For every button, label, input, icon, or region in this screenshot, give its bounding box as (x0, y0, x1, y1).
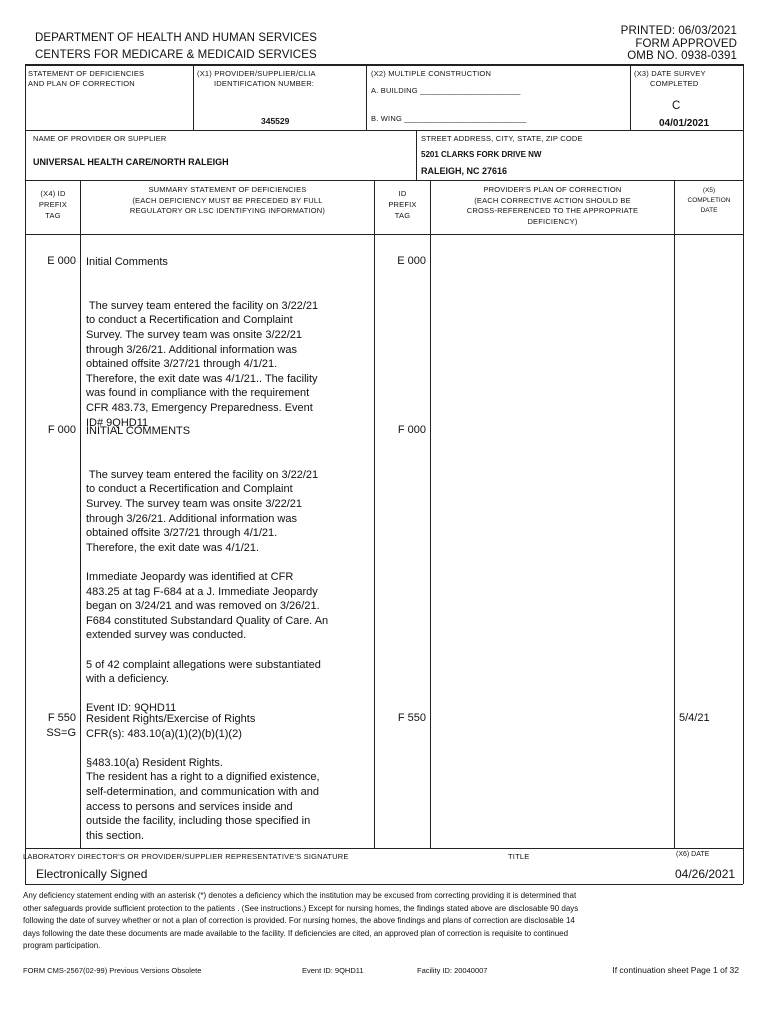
entry-scope-severity: SS=G (46, 727, 76, 739)
x1-divider (193, 64, 194, 130)
printed-date: PRINTED: 06/03/2021 (620, 25, 737, 37)
box-divider-1 (25, 130, 743, 131)
footer-event-id: Event ID: 9QHD11 (302, 966, 364, 975)
id-column-header: ID PREFIX TAG (388, 189, 417, 220)
box-divider-2 (25, 180, 743, 181)
entry-tag-f550: F 550 (47, 712, 76, 724)
disclaimer-text: Any deficiency statement ending with an asterisk (*) denotes a deficiency which the institution may be excused from correcting providing it is determined that other safeguards provide sufficient protection to the patients . (See instructions.) Except for nursing homes, the findings stated above are disclosable 90 days following the date of survey whether or not a plan of correction is provided. For nursing homes, the above findings and plans of correction are disclosable 14 days following the date these documents are made available to the facility. If deficiencies are cited, an approved plan of correction is requisite to continued program participation. (23, 891, 579, 950)
col-summary-divider (374, 180, 375, 848)
form-approved-label: FORM APPROVED (635, 38, 737, 50)
survey-date: 04/01/2021 (659, 118, 710, 129)
x3-label-1: (X3) DATE SURVEY (634, 69, 706, 78)
entry-id-tag-e000: E 000 (397, 255, 426, 267)
entry-text-f550: Resident Rights/Exercise of Rights CFR(s): 483.10(a)(1)(2)(b)(1)(2) §483.10(a) Resident Rights. The resident has a right to a dignified existence, self-determination, and communication with and access to persons and services inside and outside the facility, including those specified in this section. (86, 713, 320, 842)
provider-name: UNIVERSAL HEALTH CARE/NORTH RALEIGH (33, 157, 229, 167)
x4-column-header: (X4) ID PREFIX TAG (38, 189, 68, 220)
entry-completion-date-f550: 5/4/21 (679, 712, 710, 724)
x5-column-header: (X5) COMPLETION DATE (687, 187, 731, 214)
signature-date: 04/26/2021 (675, 867, 736, 881)
provider-id: 345529 (261, 116, 290, 126)
omb-number: OMB NO. 0938-0391 (627, 50, 737, 62)
address-label: STREET ADDRESS, CITY, STATE, ZIP CODE (421, 134, 583, 143)
x1-label-2: IDENTIFICATION NUMBER: (214, 79, 315, 88)
address-divider (416, 130, 417, 180)
signature-date-label: (X6) DATE (676, 851, 710, 858)
box-top-border (25, 64, 743, 66)
city-state-zip: RALEIGH, NC 27616 (421, 166, 508, 176)
entry-text-e000: Initial Comments The survey team entered the facility on 3/22/21 to conduct a Recertification and Complaint Survey. The survey team was onsite 3/22/21 through 3/26/21. Additional information was obtained offsite 3/27/21 through 4/1/21. Therefore, the exit date was 4/1/21.. The facility was found in compliance with the requirement CFR 483.73, Emergency Preparedness. Event ID# 9QHD11 (86, 256, 319, 429)
entry-id-tag-f000: F 000 (397, 424, 426, 436)
col-plan-divider (674, 180, 675, 848)
department-name: DEPARTMENT OF HEALTH AND HUMAN SERVICES (35, 32, 318, 44)
entry-tag-f000: F 000 (47, 424, 76, 436)
signature-bottom-border (25, 884, 743, 885)
entry-tag-e000: E 000 (47, 255, 76, 267)
survey-code: C (672, 100, 681, 112)
x2-divider (366, 64, 367, 130)
footer-facility-id: Facility ID: 20040007 (417, 966, 488, 975)
statement-label-1: STATEMENT OF DEFICIENCIES (28, 69, 145, 78)
provider-name-label: NAME OF PROVIDER OR SUPPLIER (33, 134, 167, 143)
entry-id-tag-f550: F 550 (397, 712, 426, 724)
signature-value: Electronically Signed (36, 867, 148, 881)
statement-label-2: AND PLAN OF CORRECTION (28, 79, 135, 88)
title-label: TITLE (508, 852, 530, 861)
wing-field: B. WING ____________________________ (371, 114, 527, 123)
x3-label-2: COMPLETED (650, 79, 699, 88)
x1-label-1: (X1) PROVIDER/SUPPLIER/CLIA (197, 69, 316, 78)
entry-text-f000: INITIAL COMMENTS The survey team entered the facility on 3/22/21 to conduct a Recertification and Complaint Survey. The survey team was onsite 3/22/21 through 3/26/21. Additional information was obtained offsite 3/27/21 through 4/1/21. Therefore, the exit date was 4/1/21. Immediate Jeopardy was identified at CFR 483.25 at tag F-684 at a J. Immediate Jeopardy began on 3/24/21 and was removed on 3/26/21. F684 constituted Substandard Quality of Care. An extended survey was conducted. 5 of 42 complaint allegations were substantiated with a deficiency. Event ID: 9QHD11 (86, 425, 329, 715)
box-left-border (25, 64, 26, 884)
summary-column-header: SUMMARY STATEMENT OF DEFICIENCIES (EACH DEFICIENCY MUST BE PRECEDED BY FULL REGULATORY OR LSC IDENTIFYING INFORMATION) (129, 185, 326, 215)
x3-divider (630, 64, 631, 130)
street-address: 5201 CLARKS FORK DRIVE NW (421, 150, 542, 159)
form-number: FORM CMS-2567(02-99) Previous Versions Obsolete (23, 966, 202, 975)
page-number: If continuation sheet Page 1 of 32 (612, 965, 739, 975)
col-x4-divider (80, 180, 81, 848)
signature-label: LABORATORY DIRECTOR'S OR PROVIDER/SUPPLIER REPRESENTATIVE'S SIGNATURE (23, 852, 349, 861)
column-header-bottom (25, 234, 743, 235)
agency-name: CENTERS FOR MEDICARE & MEDICAID SERVICES (35, 49, 317, 61)
table-bottom-border (25, 848, 743, 849)
box-right-border (743, 64, 744, 884)
col-id-divider (430, 180, 431, 848)
x2-label: (X2) MULTIPLE CONSTRUCTION (371, 69, 492, 78)
building-field: A. BUILDING _______________________ (371, 86, 521, 95)
plan-column-header: PROVIDER'S PLAN OF CORRECTION (EACH CORRECTIVE ACTION SHOULD BE CROSS-REFERENCED TO THE APPROPRIATE DEFICIENCY) (466, 185, 639, 226)
